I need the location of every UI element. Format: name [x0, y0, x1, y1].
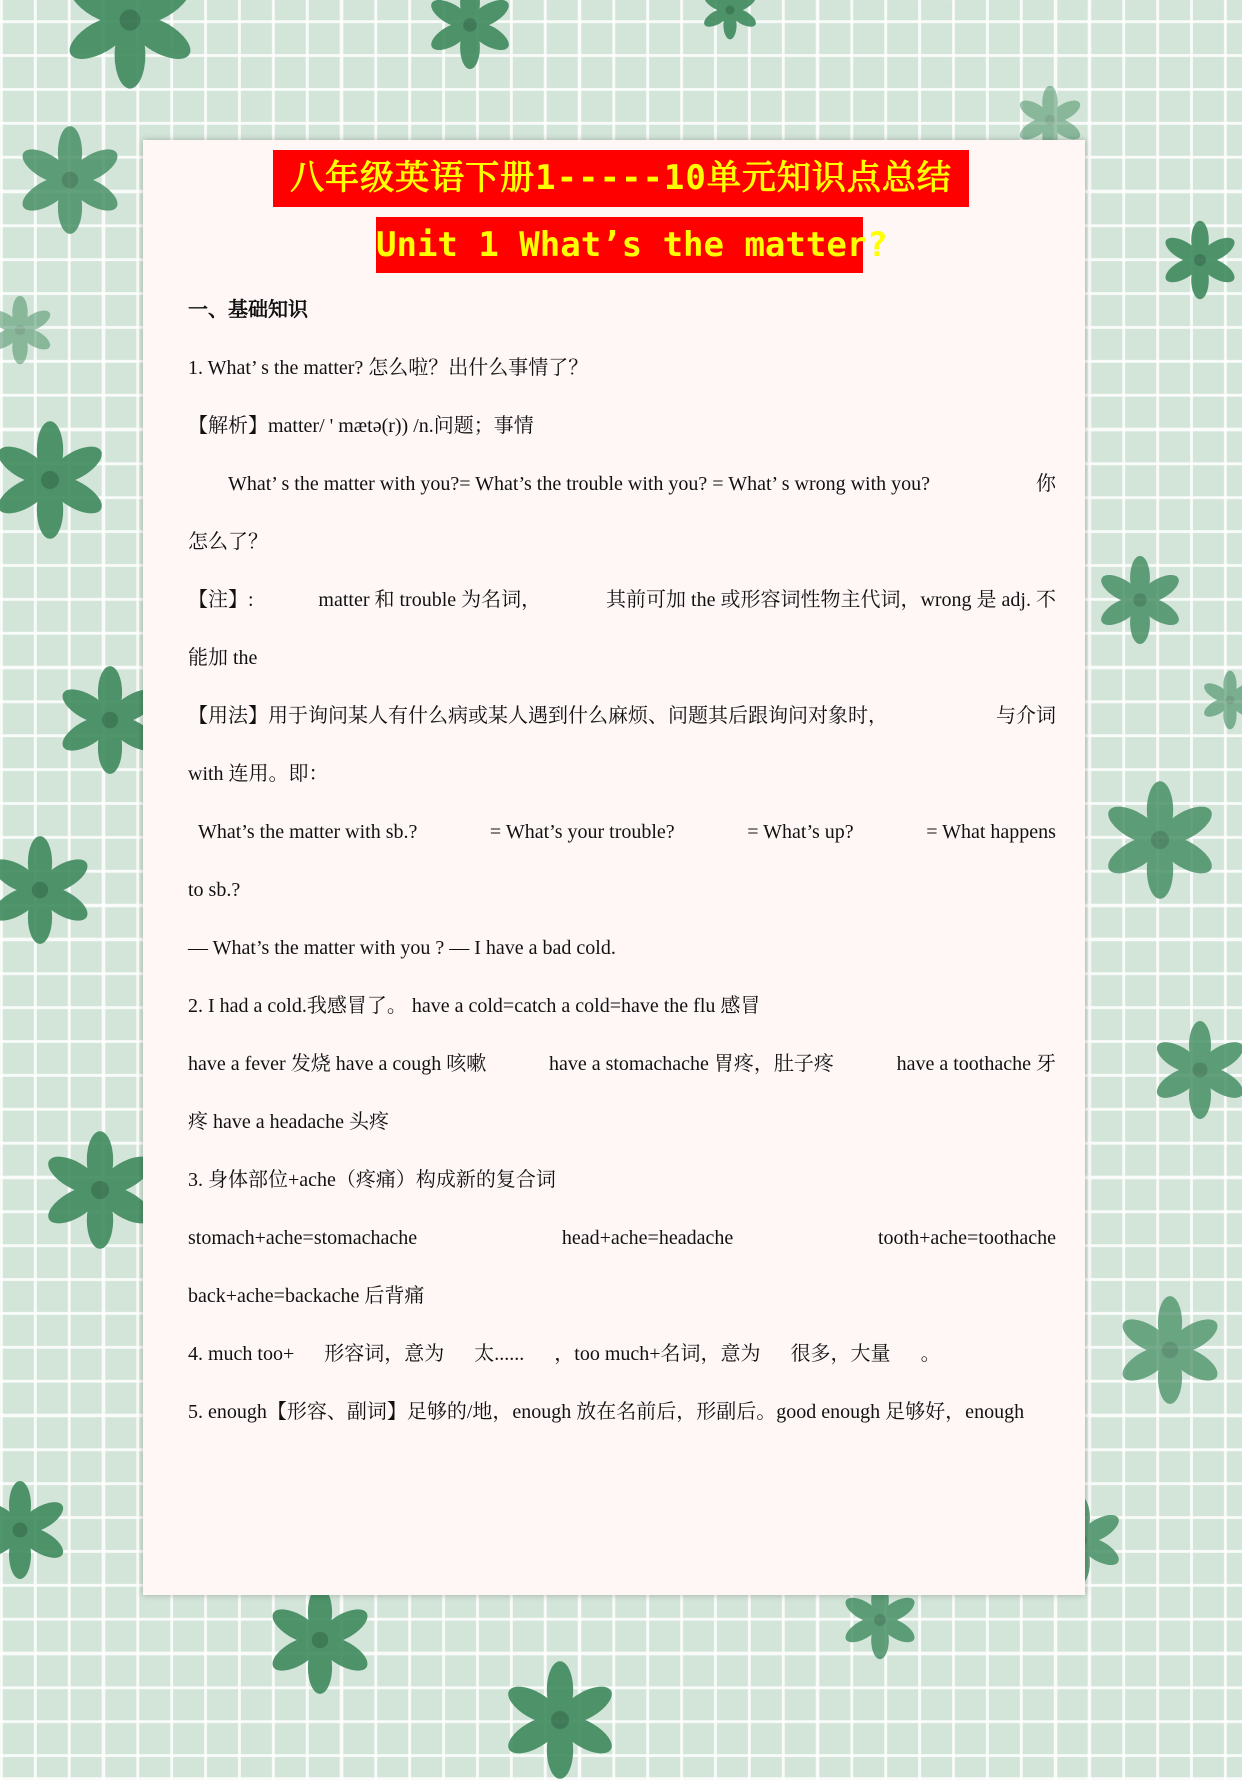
text-segment: with 连用。即：: [188, 763, 329, 785]
flower-icon: [1095, 555, 1185, 645]
text-line: [188, 1224, 1056, 1252]
text-segment: 与介词: [996, 705, 1056, 727]
text-segment: 【注】:: [188, 589, 254, 611]
text-segment: — What’s the matter with you ? — I have a bad cold.: [188, 937, 616, 959]
text-line: [188, 1398, 1056, 1426]
flower-icon: [500, 1660, 620, 1780]
flower-icon: [40, 1130, 160, 1250]
text-line: [228, 470, 1056, 498]
text-line: [188, 1340, 1056, 1368]
text-segment: 太......: [474, 1343, 525, 1365]
flower-icon: [0, 420, 110, 540]
text-segment: stomach+ache=stomachache: [188, 1227, 418, 1249]
text-line: [188, 760, 1056, 788]
text-line: [188, 644, 1056, 672]
text-line: [188, 1050, 1056, 1078]
flower-icon: [1160, 220, 1240, 300]
text-segment: = What’s up?: [747, 821, 854, 843]
text-line: [188, 934, 1056, 962]
flower-icon: [265, 1585, 375, 1695]
text-segment: 4. much too+: [188, 1343, 295, 1365]
text-segment: tooth+ache=toothache: [877, 1227, 1056, 1249]
text-segment: 很多，大量: [790, 1343, 891, 1365]
flower-icon: [0, 295, 55, 365]
text-segment: to sb.?: [188, 879, 241, 901]
text-line: [188, 586, 1056, 614]
text-segment: back+ache=backache 后背痛: [188, 1285, 425, 1307]
text-segment: head+ache=headache: [561, 1227, 734, 1249]
flower-icon: [1100, 780, 1220, 900]
text-segment: 能加 the: [188, 647, 258, 669]
text-segment: 。: [920, 1343, 941, 1365]
flower-icon: [0, 835, 95, 945]
text-segment: 疼 have a headache 头疼: [188, 1111, 390, 1133]
text-line: [188, 354, 1056, 382]
flower-icon: [0, 1480, 70, 1580]
text-line: [188, 1108, 1056, 1136]
text-line: [188, 412, 1056, 440]
flower-icon: [1200, 670, 1242, 730]
text-line: [188, 876, 1056, 904]
text-segment: 你: [1036, 473, 1056, 495]
text-segment: 2. I had a cold.我感冒了。 have a cold=catch a cold=have the flu 感冒: [188, 995, 761, 1017]
text-segment: = What’s your trouble?: [489, 821, 675, 843]
text-segment: ，too much+名词，意为: [554, 1343, 761, 1365]
text-line: [188, 992, 1056, 1020]
flower-icon: [425, 0, 515, 70]
text-segment: 3. 身体部位+ache（疼痛）构成新的复合词: [188, 1169, 556, 1191]
text-line: [188, 528, 1056, 556]
text-line: [188, 1282, 1056, 1310]
unit-title: Unit 1 What’s the matter?: [376, 217, 863, 273]
flower-icon: [1115, 1295, 1225, 1405]
text-line: [188, 702, 1056, 730]
text-segment: 其前可加 the 或形容词性物主代词，wrong 是 adj. 不: [606, 589, 1056, 611]
text-segment: 形容词，意为: [324, 1343, 445, 1365]
flower-icon: [700, 0, 760, 40]
flower-icon: [1150, 1020, 1242, 1120]
text-segment: 5. enough【形容、副词】足够的/地，enough 放在名前后，形副后。good enough 足够好，enough: [188, 1401, 1025, 1423]
text-segment: have a toothache 牙: [896, 1053, 1056, 1075]
text-segment: 1. What’ s the matter? 怎么啦？出什么事情了？: [188, 357, 589, 379]
flower-icon: [60, 0, 200, 90]
text-line: [198, 818, 1056, 846]
text-segment: 【用法】用于询问某人有什么病或某人遇到什么麻烦、问题其后跟询问对象时，: [188, 705, 888, 727]
text-segment: = What happens: [926, 821, 1056, 843]
text-segment: have a stomachache 胃疼，肚子疼: [548, 1053, 834, 1075]
text-segment: 怎么了？: [188, 531, 268, 553]
text-segment: What’ s the matter with you?= What’s the trouble with you? = What’ s wrong with you?: [228, 473, 931, 495]
text-segment: matter 和 trouble 为名词，: [318, 589, 542, 611]
text-line: [188, 1166, 1056, 1194]
flower-icon: [15, 125, 125, 235]
document-title: 八年级英语下册1-----10单元知识点总结: [273, 150, 969, 207]
text-segment: What’s the matter with sb.?: [198, 821, 418, 843]
text-segment: have a fever 发烧 have a cough 咳嗽: [188, 1053, 487, 1075]
text-segment: 【解析】matter/ ' mætə(r)) /n.问题；事情: [188, 415, 534, 437]
section-heading: 一、基础知识: [188, 299, 308, 321]
document-page: [143, 140, 1085, 1595]
